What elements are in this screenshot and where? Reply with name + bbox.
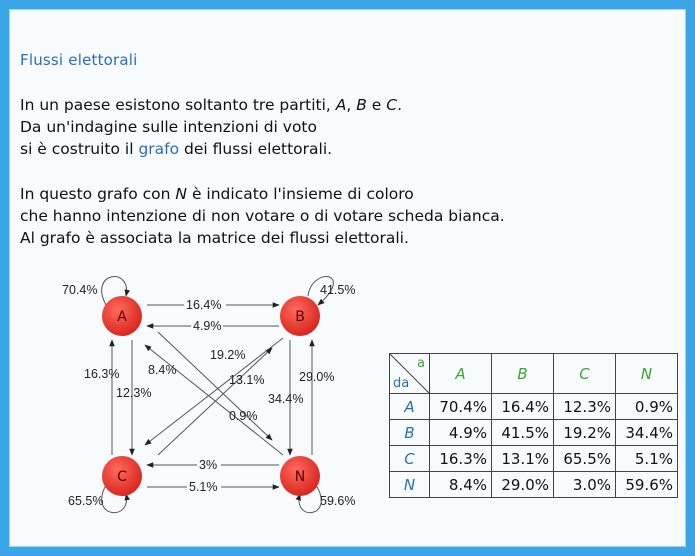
- matrix-cell: 8.4%: [430, 472, 492, 498]
- matrix-cell: 59.6%: [616, 472, 678, 498]
- corner-from-label: da: [393, 376, 410, 391]
- label-AN: 0.9%: [229, 409, 258, 423]
- flow-matrix: [389, 353, 678, 498]
- label-NA: 8.4%: [148, 363, 177, 377]
- matrix-cell: 4.9%: [430, 420, 492, 446]
- label-CA: 16.3%: [84, 367, 120, 381]
- label-AB: 16.4%: [186, 298, 222, 312]
- matrix-cell: 12.3%: [554, 394, 616, 420]
- grafo-link[interactable]: grafo: [138, 140, 180, 158]
- matrix-cell: 65.5%: [554, 446, 616, 472]
- matrix-cell: 19.2%: [554, 420, 616, 446]
- matrix-cell: 0.9%: [616, 394, 678, 420]
- matrix-cell: 29.0%: [492, 472, 554, 498]
- node-A: [102, 296, 142, 336]
- label-AA: 70.4%: [62, 283, 98, 297]
- label-CB: 13.1%: [229, 373, 265, 387]
- matrix-corner: [390, 354, 430, 394]
- matrix-cell: 34.4%: [616, 420, 678, 446]
- node-N: [280, 456, 320, 496]
- row-header-C: C: [390, 446, 430, 472]
- explain-line-1: In questo grafo con N è indicato l'insieme di coloro: [20, 185, 414, 203]
- node-C-label: C: [117, 469, 127, 485]
- matrix-cell: 5.1%: [616, 446, 678, 472]
- label-AC: 12.3%: [116, 386, 152, 400]
- intro-line-1: In un paese esistono soltanto tre partiti, A, B e C.: [20, 96, 403, 114]
- row-header-A: A: [390, 394, 430, 420]
- node-N-label: N: [294, 469, 306, 485]
- matrix-cell: 16.3%: [430, 446, 492, 472]
- matrix-row: [390, 420, 678, 446]
- matrix-row: [390, 472, 678, 498]
- matrix-row: [390, 446, 678, 472]
- matrix-cell: 3.0%: [554, 472, 616, 498]
- node-B-label: B: [295, 309, 305, 325]
- col-header-A: A: [430, 354, 492, 394]
- row-header-N: N: [390, 472, 430, 498]
- label-NB: 29.0%: [299, 370, 335, 384]
- node-A-label: A: [117, 309, 127, 325]
- corner-to-label: a: [417, 356, 425, 371]
- matrix-header-row: [390, 354, 678, 394]
- matrix-cell: 70.4%: [430, 394, 492, 420]
- label-BN: 34.4%: [268, 392, 304, 406]
- label-BA: 4.9%: [193, 319, 222, 333]
- explain-line-2: che hanno intenzione di non votare o di votare scheda bianca.: [20, 207, 505, 225]
- explain-line-3: Al grafo è associata la matrice dei flussi elettorali.: [20, 229, 409, 247]
- intro-line-2: Da un'indagine sulle intenzioni di voto: [20, 118, 317, 136]
- matrix-cell: 41.5%: [492, 420, 554, 446]
- matrix-cell: 13.1%: [492, 446, 554, 472]
- label-BB: 41.5%: [320, 283, 356, 297]
- col-header-N: N: [616, 354, 678, 394]
- page-title: Flussi elettorali: [20, 51, 138, 69]
- intro-line-3: si è costruito il grafo dei flussi elettorali.: [20, 140, 333, 158]
- node-B: [280, 296, 320, 336]
- matrix-row: [390, 394, 678, 420]
- label-NC: 3%: [199, 458, 218, 472]
- label-NN: 59.6%: [320, 494, 356, 508]
- row-header-B: B: [390, 420, 430, 446]
- label-BC: 19.2%: [210, 348, 246, 362]
- node-C: [102, 456, 142, 496]
- label-CN: 5.1%: [189, 480, 218, 494]
- matrix-cell: 16.4%: [492, 394, 554, 420]
- col-header-B: B: [492, 354, 554, 394]
- label-CC: 65.5%: [68, 494, 104, 508]
- col-header-C: C: [554, 354, 616, 394]
